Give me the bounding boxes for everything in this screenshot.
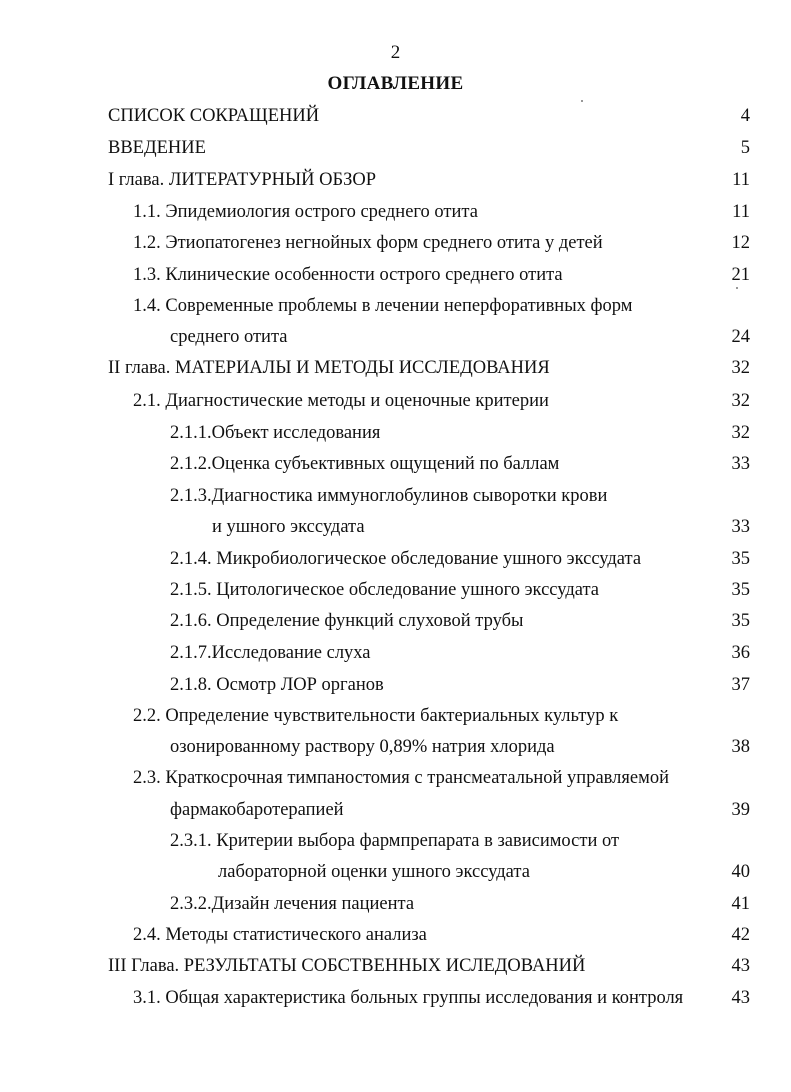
toc-entry-text: 1.2. Этиопатогенез негнойных форм среднего отита у детей <box>133 233 603 253</box>
toc-entry-text: 2.1.6. Определение функций слуховой трубы <box>170 611 524 631</box>
toc-entry <box>170 893 414 915</box>
toc-entry-text: 1.1. Эпидемиология острого среднего отита <box>133 202 478 222</box>
scan-speck <box>581 100 583 102</box>
toc-entry <box>212 516 365 538</box>
toc-entry-text: I глава. ЛИТЕРАТУРНЫЙ ОБЗОР <box>108 170 377 190</box>
toc-entry <box>108 955 585 977</box>
toc-entry <box>108 357 550 379</box>
toc-entry-page: 12 <box>731 233 750 253</box>
toc-entry-page: 33 <box>731 454 750 474</box>
toc-entry <box>170 642 371 664</box>
toc-entry <box>108 169 376 191</box>
toc-entry-text: ВВЕДЕНИЕ <box>108 138 206 158</box>
toc-entry <box>133 987 683 1009</box>
toc-entry-page: 11 <box>732 202 750 222</box>
toc-entry-page: 41 <box>731 894 750 914</box>
toc-entry <box>108 137 206 159</box>
toc-entry-text: 2.1. Диагностические методы и оценочные критерии <box>133 391 549 411</box>
toc-entry-page: 33 <box>731 517 750 537</box>
toc-entry-page: 32 <box>731 423 750 443</box>
toc-entry-page: 35 <box>731 580 750 600</box>
toc-entry-text: 2.1.4. Микробиологическое обследование ушного экссудата <box>170 549 642 569</box>
toc-entry <box>218 861 530 883</box>
toc-entry-text: и ушного экссудата <box>212 517 365 537</box>
toc-entry <box>133 295 632 317</box>
toc-entry-text: озонированному раствору 0,89% натрия хлорида <box>170 737 555 757</box>
toc-entry <box>170 674 384 696</box>
toc-entry-text: 2.3.1. Критерии выбора фармпрепарата в зависимости от <box>170 831 620 851</box>
toc-entry-text: 2.1.5. Цитологическое обследование ушного экссудата <box>170 580 599 600</box>
toc-entry-page: 32 <box>731 358 750 378</box>
toc-entry-text: 2.1.3.Диагностика иммуноглобулинов сыворотки крови <box>170 486 608 506</box>
toc-entry <box>170 548 641 570</box>
toc-entry <box>170 736 555 758</box>
toc-entry-page: 11 <box>732 170 750 190</box>
toc-entry-page: 5 <box>740 138 750 158</box>
toc-entry-page: 35 <box>731 549 750 569</box>
toc-entry-text: 2.1.1.Объект исследования <box>170 423 381 443</box>
toc-entry-text: 2.3. Краткосрочная тимпаностомия с трансмеатальной управляемой <box>133 768 669 788</box>
toc-entry-page: 24 <box>731 327 750 347</box>
toc-entry-text: СПИСОК СОКРАЩЕНИЙ <box>108 106 320 126</box>
toc-entry-text: 2.1.8. Осмотр ЛОР органов <box>170 675 384 695</box>
toc-entry <box>108 105 319 127</box>
toc-entry <box>133 232 603 254</box>
toc-entry-text: лабораторной оценки ушного экссудата <box>218 862 530 882</box>
toc-entry <box>170 422 380 444</box>
toc-entry-text: среднего отита <box>170 327 288 347</box>
toc-entry-page: 40 <box>731 862 750 882</box>
toc-entry-text: 2.1.2.Оценка субъективных ощущений по баллам <box>170 454 560 474</box>
toc-entry-page: 35 <box>731 611 750 631</box>
toc-title: ОГЛАВЛЕНИЕ <box>327 73 464 94</box>
toc-entry <box>170 610 523 632</box>
toc-entry <box>133 705 618 727</box>
toc-entry <box>133 924 427 946</box>
toc-entry-text: 2.4. Методы статистического анализа <box>133 925 427 945</box>
toc-entry-page: 38 <box>731 737 750 757</box>
toc-entry <box>170 485 607 507</box>
toc-entry <box>170 453 559 475</box>
toc-entry <box>133 201 478 223</box>
toc-entry-page: 42 <box>731 925 750 945</box>
toc-entry-page: 4 <box>740 106 750 126</box>
toc-entry <box>133 264 563 286</box>
page-number: 2 <box>390 42 401 63</box>
toc-entry-page: 21 <box>731 265 750 285</box>
toc-entry-text: 2.3.2.Дизайн лечения пациента <box>170 894 415 914</box>
scan-speck <box>736 287 738 289</box>
toc-entry-page: 36 <box>731 643 750 663</box>
toc-entry-page: 39 <box>731 800 750 820</box>
toc-entry <box>170 579 599 601</box>
toc-entry-text: фармакобаротерапией <box>170 800 344 820</box>
toc-entry <box>170 326 287 348</box>
toc-entry <box>133 767 669 789</box>
toc-entry-page: 43 <box>731 956 750 976</box>
toc-entry-text: 2.2. Определение чувствительности бактериальных культур к <box>133 706 619 726</box>
toc-entry-text: II глава. МАТЕРИАЛЫ И МЕТОДЫ ИССЛЕДОВАНИЯ <box>108 358 550 378</box>
toc-entry-page: 43 <box>731 988 750 1008</box>
toc-entry <box>170 830 619 852</box>
toc-entry-text: 2.1.7.Исследование слуха <box>170 643 371 663</box>
toc-entry-text: III Глава. РЕЗУЛЬТАТЫ СОБСТВЕННЫХ ИСЛЕДОВАНИЙ <box>108 956 586 976</box>
toc-entry-text: 1.4. Современные проблемы в лечении неперфоративных форм <box>133 296 633 316</box>
toc-entry-text: 1.3. Клинические особенности острого среднего отита <box>133 265 563 285</box>
toc-entry-page: 32 <box>731 391 750 411</box>
toc-entry-page: 37 <box>731 675 750 695</box>
toc-entry <box>133 390 549 412</box>
toc-entry-text: 3.1. Общая характеристика больных группы исследования и контроля <box>133 988 684 1008</box>
toc-entry <box>170 799 344 821</box>
